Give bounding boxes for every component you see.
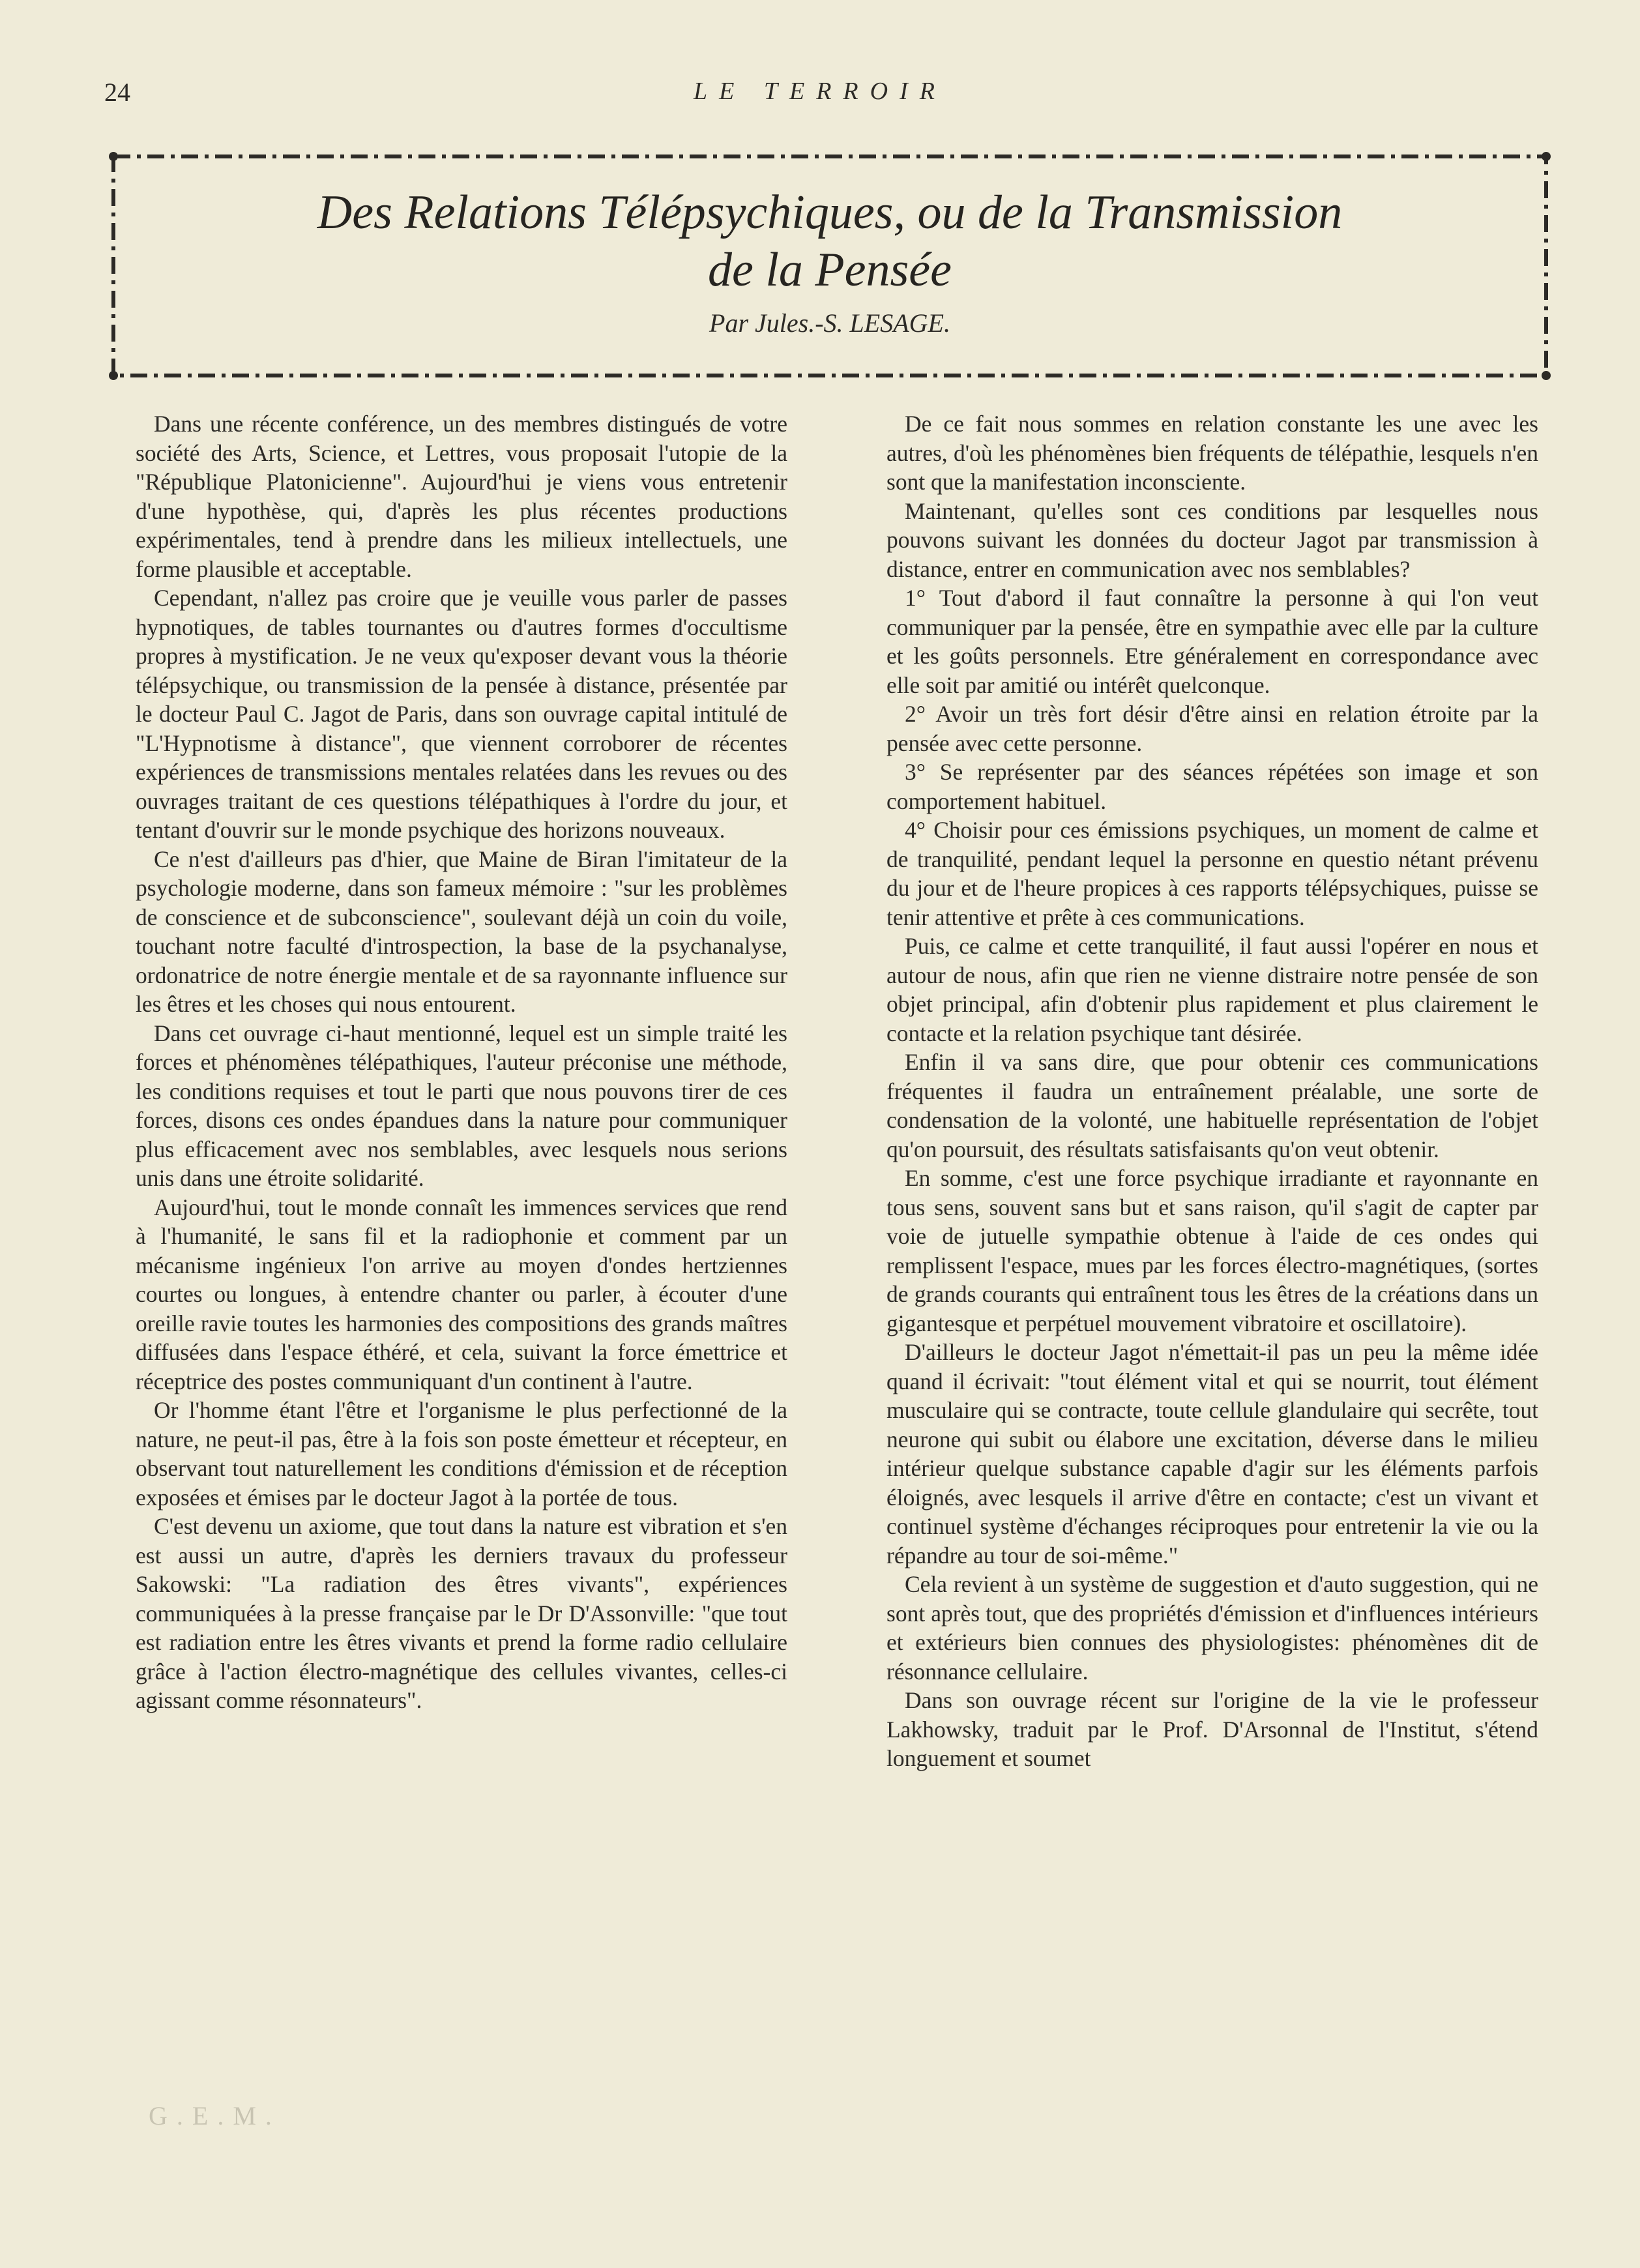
paragraph: Maintenant, qu'elles sont ces conditions par lesquelles nous pouvons suivant les données du docteur Jagot par transmission à distance, entrer en communication avec nos semblables? — [886, 497, 1538, 582]
paragraph: 4° Choisir pour ces émissions psychiques, un moment de calme et de tranquilité, pendant lequel la personne en questio nétant prévenu du jour et de l'heure propices à ces rapports télépsychiques, puisse se tenir attentive et prête à ces communications. — [886, 817, 1538, 930]
paragraph: En somme, c'est une force psychique irradiante et rayonnante en tous sens, souvent sans but et sans raison, qu'il s'agit de capter par voie de jutuelle sympathie obtenue à l'aide de ces ondes qui remplissent l'espace, mues par les forces électro-magnétiques, (sortes de grands courants qui entraînent tous les êtres de la créations dans un gigantesque et perpétuel mouvement vibratoire et oscillatoire). — [886, 1165, 1538, 1336]
running-head — [104, 77, 1536, 116]
paragraph: Enfin il va sans dire, que pour obtenir ces communications fréquentes il faudra un entraînement préalable, une sorte de condensation de la volonté, une habituelle représentation de l'objet qu'on poursuit, des résultats satisfaisants qu'on veut obtenir. — [886, 1049, 1538, 1162]
title-box — [108, 151, 1551, 381]
article-title-line-2: de la Pensée — [708, 243, 952, 297]
paragraph: Puis, ce calme et cette tranquilité, il faut aussi l'opérer en nous et autour de nous, afin que rien ne vienne distraire notre pensée de son objet principal, afin d'obtenir plus rapidement et plus clairement le contacte et la relation psychique tant désirée. — [886, 933, 1538, 1046]
paragraph: C'est devenu un axiome, que tout dans la nature est vibration et s'en est aussi un autre, d'après les derniers travaux du professeur Sakowski: "La radiation des êtres vivants", expériences communiquées à la presse française par le Dr D'Assonville: "que tout est radiation entre les êtres vivants et prend la forme radio cellulaire grâce à l'action électro-magnétique des cellules vivantes, celles-ci agissant comme résonnateurs". — [136, 1513, 787, 1713]
paragraph: D'ailleurs le docteur Jagot n'émettait-il pas un peu la même idée quand il écrivait: "tout élément vital et qui se nourrit, tout élément musculaire qui se contracte, toute cellule glandulaire qui secrête, tout neurone qui subit ou élabore une excitation, déverse dans le milieu intérieur quelque substance capable d'agir sur les éléments parfois éloignés, avec lesquels il arrive d'être en contacte; c'est un vivant et continuel système d'échanges réciproques pour entretenir la vie ou la répandre au tour de soi-même." — [886, 1339, 1538, 1568]
paragraph: 3° Se représenter par des séances répétées son image et son comportement habituel. — [886, 759, 1538, 814]
right-column — [886, 409, 1538, 1773]
left-column — [136, 409, 787, 1715]
paragraph: Cela revient à un système de suggestion et d'auto suggestion, qui ne sont après tout, que des propriétés d'émission et d'influences intérieurs et extérieurs bien connues des physiologistes: phénomènes dit de résonnance cellulaire. — [886, 1571, 1538, 1685]
paragraph: Dans cet ouvrage ci-haut mentionné, lequel est un simple traité les forces et phénomènes télépathiques, l'auteur préconise une méthode, les conditions requises et tout le parti que nous pouvons tirer de ces forces, disons ces ondes épandues dans la nature pour communiquer plus efficacement avec nos semblables, avec lesquels nous serions unis dans une étroite solidarité. — [136, 1020, 787, 1191]
paragraph: Dans son ouvrage récent sur l'origine de la vie le professeur Lakhowsky, traduit par le Prof. D'Arsonnal de l'Institut, s'étend longuement et soumet — [886, 1687, 1538, 1771]
paragraph: Ce n'est d'ailleurs pas d'hier, que Maine de Biran l'imitateur de la psychologie moderne, dans son fameux mémoire : "sur les problèmes de conscience et de subconscience", soulevant déjà un coin du voile, touchant notre faculté d'introspection, la base de la psychanalyse, ordonatrice de notre énergie mentale et de sa rayonnante influence sur les êtres et les choses qui nous entourent. — [136, 846, 787, 1017]
paragraph: Aujourd'hui, tout le monde connaît les immences services que rend à l'humanité, le sans fil et la radiophonie et comment par un mécanisme ingénieux l'on arrive au moyen d'ondes hertziennes courtes ou longues, à entendre chanter ou parler, à écouter d'une oreille ravie toutes les harmonies des compositions des grands maîtres diffusées dans l'espace éthéré, et cela, suivant la force émettrice et réceptrice des postes communiquant d'un continent à l'autre. — [136, 1194, 787, 1394]
page-number: 24 — [104, 78, 130, 107]
paragraph: 1° Tout d'abord il faut connaître la personne à qui l'on veut communiquer par la pensée, être en sympathie avec elle par la culture et les goûts personnels. Etre généralement en correspondance avec elle soit par amitié ou intérêt quelconque. — [886, 585, 1538, 698]
signature: G.E.M. — [149, 2101, 281, 2130]
journal-name: LE TERROIR — [694, 78, 946, 105]
article-byline: Par Jules.-S. LESAGE. — [709, 308, 950, 338]
paragraph: Cependant, n'allez pas croire que je veuille vous parler de passes hypnotiques, de tables tournantes ou d'autres formes d'occultisme propres à mystification. Je ne veux qu'exposer devant vous la théorie télépsychique, ou transmission de la pensée à distance, présentée par le docteur Paul C. Jagot de Paris, dans son ouvrage capital intitulé de "L'Hypnotisme à distance", que viennent corroborer de récentes expériences de transmissions mentales relatées dans les revues ou des ouvrages traitant de ces questions télépathiques à l'ordre du jour, et tentant d'ouvrir sur le monde psychique des horizons nouveaux. — [136, 585, 787, 843]
article-title-line-1: Des Relations Télépsychiques, ou de la Transmission — [317, 186, 1343, 239]
paragraph: 2° Avoir un très fort désir d'être ainsi en relation étroite par la pensée avec cette personne. — [886, 701, 1538, 756]
paragraph: De ce fait nous sommes en relation constante les une avec les autres, d'où les phénomènes bien fréquents de télépathie, lesquels n'en sont que la manifestation inconsciente. — [886, 411, 1538, 495]
paragraph: Dans une récente conférence, un des membres distingués de votre société des Arts, Science, et Lettres, vous proposait l'utopie de la "République Platonicienne". Aujourd'hui je viens vous entretenir d'une hypothèse, qui, d'après les plus récentes productions expérimentales, tend à prendre dans les milieux intellectuels, une forme plausible et acceptable. — [136, 411, 787, 582]
paragraph: Or l'homme étant l'être et l'organisme le plus perfectionné de la nature, ne peut-il pas, être à la fois son poste émetteur et récepteur, en observant tout naturellement les conditions d'émission et de réception exposées et émises par le docteur Jagot à la portée de tous. — [136, 1397, 787, 1510]
